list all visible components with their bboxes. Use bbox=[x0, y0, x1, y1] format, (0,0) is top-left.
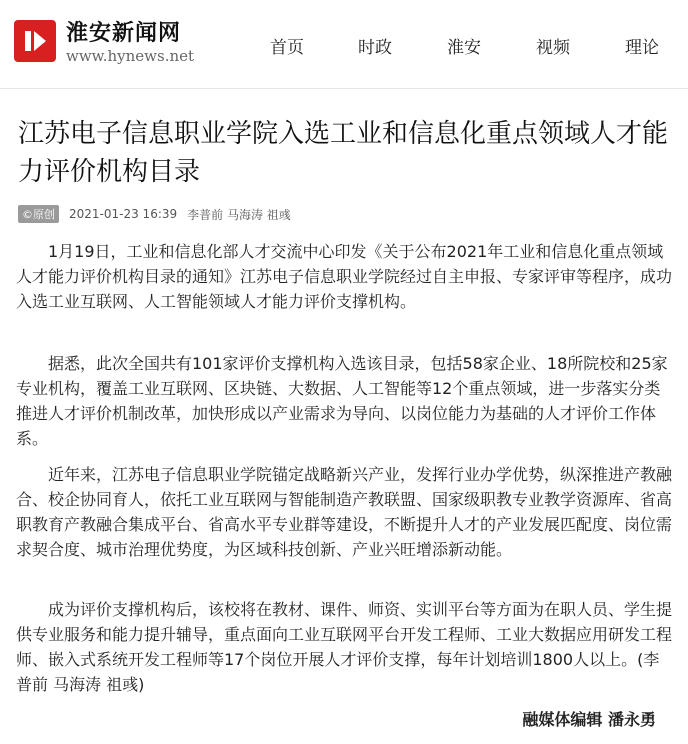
article-paragraph-4: 成为评价支撑机构后，该校将在教材、课件、师资、实训平台等方面为在职人员、学生提供专业服务和能力提升辅导，重点面向工业互联网平台开发工程师、工业大数据应用研发工程师、嵌入式系统开发工程师等17个岗位开展人才评价支撑，每年计划培训1800人以上。(李普前 马海涛 祖彧) bbox=[16, 600, 673, 694]
article-paragraph-1: 1月19日，工业和信息化部人才交流中心印发《关于公布2021年工业和信息化重点领域人才能力评价机构目录的通知》江苏电子信息职业学院经过自主申报、专家评审等程序，成功入选工业互联网、人工智能领域人才能力评价支撑机构。 bbox=[16, 242, 673, 311]
nav-item-theory[interactable]: 理论 bbox=[625, 38, 659, 58]
editor-credit: 融媒体编辑 潘永勇 bbox=[522, 710, 656, 729]
nav-item-politics[interactable]: 时政 bbox=[358, 38, 392, 58]
article-meta bbox=[18, 205, 291, 223]
article-paragraph-3: 近年来，江苏电子信息职业学院锚定战略新兴产业，发挥行业办学优势，纵深推进产教融合、校企协同育人，依托工业互联网与智能制造产教联盟、国家级职教专业教学资源库、省高职教育产教融合集成平台、省高水平专业群等建设，不断提升人才的产业发展匹配度、岗位需求契合度、城市治理优势度，为区域科技创新、产业兴旺增添新动能。 bbox=[16, 465, 673, 559]
nav-item-huaian[interactable]: 淮安 bbox=[447, 38, 481, 58]
article-title: 江苏电子信息职业学院入选工业和信息化重点领域人才能力评价机构目录 bbox=[18, 119, 669, 187]
site-name[interactable]: 淮安新闻网 bbox=[66, 21, 182, 46]
original-badge: ©原创 bbox=[18, 205, 59, 223]
publish-date: 2021-01-23 16:39 bbox=[69, 207, 178, 221]
nav-item-home[interactable]: 首页 bbox=[270, 38, 304, 58]
site-url: www.hynews.net bbox=[66, 47, 195, 65]
article-authors: 李普前 马海涛 祖彧 bbox=[187, 207, 291, 222]
site-header bbox=[0, 0, 688, 89]
main-nav bbox=[0, 33, 688, 57]
article-paragraph-2: 据悉，此次全国共有101家评价支撑机构入选该目录，包括58家企业、18所院校和25家专业机构，覆盖工业互联网、区块链、大数据、人工智能等12个重点领域，进一步落实分类推进人才评价机制改革，加快形成以产业需求为导向、以岗位能力为基础的人才评价工作体系。 bbox=[16, 354, 668, 448]
nav-item-video[interactable]: 视频 bbox=[536, 38, 570, 58]
